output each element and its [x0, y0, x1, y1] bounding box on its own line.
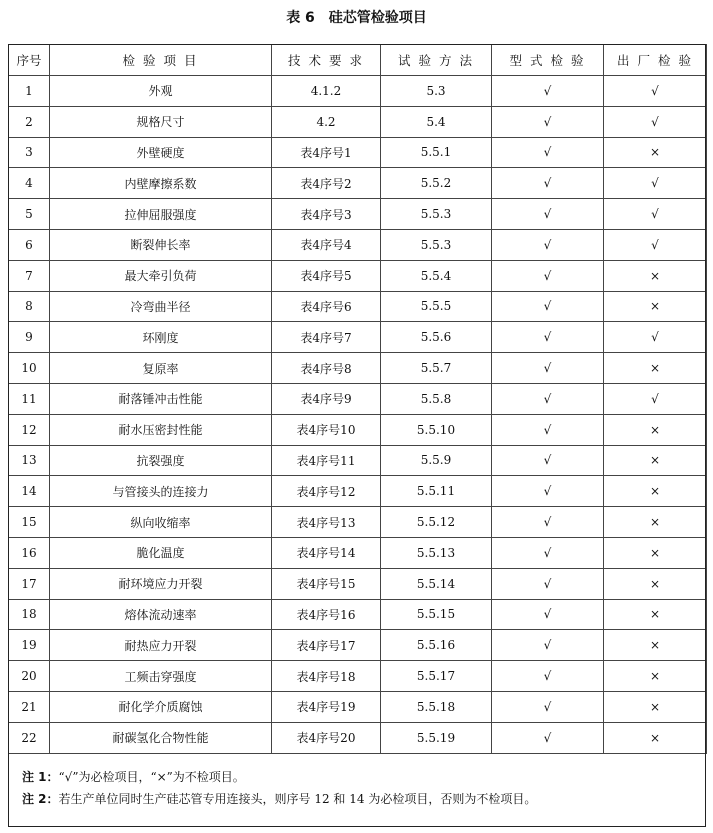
cell-method: 5.5.9: [381, 445, 492, 476]
cell-item: 断裂伸长率: [50, 229, 272, 260]
cell-item: 耐化学介质腐蚀: [50, 691, 272, 722]
cell-item: 规格尺寸: [50, 106, 272, 137]
cell-method: 5.5.10: [381, 414, 492, 445]
cell-seq: 11: [9, 383, 50, 414]
cell-seq: 3: [9, 137, 50, 168]
cell-requirement: 表4序号8: [272, 353, 381, 384]
cell-type-test: √: [492, 353, 604, 384]
cell-method: 5.5.4: [381, 260, 492, 291]
cell-method: 5.5.2: [381, 168, 492, 199]
cell-seq: 17: [9, 568, 50, 599]
cell-seq: 13: [9, 445, 50, 476]
cell-factory-test: ×: [604, 414, 707, 445]
cell-seq: 4: [9, 168, 50, 199]
cell-seq: 14: [9, 476, 50, 507]
cell-requirement: 表4序号16: [272, 599, 381, 630]
cell-item: 最大牵引负荷: [50, 260, 272, 291]
cell-seq: 5: [9, 199, 50, 230]
header-seq: 序号: [9, 45, 50, 76]
header-method: 试 验 方 法: [381, 45, 492, 76]
cell-seq: 7: [9, 260, 50, 291]
cell-seq: 15: [9, 507, 50, 538]
cell-type-test: √: [492, 137, 604, 168]
cell-method: 5.5.6: [381, 322, 492, 353]
cell-factory-test: ×: [604, 476, 707, 507]
cell-requirement: 表4序号2: [272, 168, 381, 199]
note-1-text: “√”为必检项目，“×”为不检项目。: [58, 770, 245, 784]
header-factory-test: 出 厂 检 验: [604, 45, 707, 76]
cell-type-test: √: [492, 322, 604, 353]
cell-item: 脆化温度: [50, 537, 272, 568]
cell-requirement: 表4序号15: [272, 568, 381, 599]
cell-type-test: √: [492, 229, 604, 260]
cell-seq: 16: [9, 537, 50, 568]
cell-item: 耐热应力开裂: [50, 630, 272, 661]
cell-requirement: 表4序号1: [272, 137, 381, 168]
cell-method: 5.5.15: [381, 599, 492, 630]
cell-type-test: √: [492, 661, 604, 692]
cell-type-test: √: [492, 199, 604, 230]
cell-requirement: 表4序号20: [272, 722, 381, 753]
cell-requirement: 表4序号7: [272, 322, 381, 353]
cell-seq: 9: [9, 322, 50, 353]
cell-method: 5.5.3: [381, 199, 492, 230]
cell-factory-test: ×: [604, 568, 707, 599]
cell-seq: 8: [9, 291, 50, 322]
cell-requirement: 表4序号12: [272, 476, 381, 507]
cell-method: 5.5.18: [381, 691, 492, 722]
cell-method: 5.3: [381, 76, 492, 107]
cell-seq: 20: [9, 661, 50, 692]
cell-factory-test: ×: [604, 691, 707, 722]
cell-requirement: 4.2: [272, 106, 381, 137]
cell-item: 与管接头的连接力: [50, 476, 272, 507]
cell-requirement: 表4序号18: [272, 661, 381, 692]
cell-factory-test: ×: [604, 260, 707, 291]
cell-factory-test: ×: [604, 291, 707, 322]
cell-method: 5.5.7: [381, 353, 492, 384]
cell-method: 5.5.12: [381, 507, 492, 538]
cell-method: 5.5.1: [381, 137, 492, 168]
cell-requirement: 表4序号6: [272, 291, 381, 322]
cell-seq: 19: [9, 630, 50, 661]
cell-type-test: √: [492, 476, 604, 507]
cell-type-test: √: [492, 507, 604, 538]
cell-requirement: 表4序号5: [272, 260, 381, 291]
cell-item: 复原率: [50, 353, 272, 384]
cell-factory-test: √: [604, 106, 707, 137]
cell-item: 拉伸屈服强度: [50, 199, 272, 230]
cell-type-test: √: [492, 168, 604, 199]
table-outer-frame: [8, 44, 706, 827]
cell-method: 5.5.19: [381, 722, 492, 753]
cell-seq: 2: [9, 106, 50, 137]
note-1-label: 注 1：: [22, 770, 59, 784]
cell-seq: 1: [9, 76, 50, 107]
cell-factory-test: ×: [604, 445, 707, 476]
note-2-label: 注 2：: [22, 792, 59, 806]
cell-item: 耐落锤冲击性能: [50, 383, 272, 414]
cell-type-test: √: [492, 445, 604, 476]
cell-factory-test: ×: [604, 722, 707, 753]
cell-method: 5.5.14: [381, 568, 492, 599]
cell-item: 工频击穿强度: [50, 661, 272, 692]
cell-factory-test: ×: [604, 630, 707, 661]
table-title: 表 6 硅芯管检验项目: [286, 10, 427, 26]
cell-factory-test: ×: [604, 599, 707, 630]
cell-type-test: √: [492, 106, 604, 137]
cell-type-test: √: [492, 537, 604, 568]
cell-seq: 22: [9, 722, 50, 753]
cell-requirement: 表4序号9: [272, 383, 381, 414]
cell-method: 5.5.11: [381, 476, 492, 507]
cell-type-test: √: [492, 291, 604, 322]
header-item: 检 验 项 目: [50, 45, 272, 76]
cell-factory-test: √: [604, 383, 707, 414]
cell-type-test: √: [492, 260, 604, 291]
cell-item: 环刚度: [50, 322, 272, 353]
cell-type-test: √: [492, 599, 604, 630]
cell-requirement: 表4序号13: [272, 507, 381, 538]
header-requirement: 技 术 要 求: [272, 45, 381, 76]
cell-type-test: √: [492, 630, 604, 661]
cell-item: 外壁硬度: [50, 137, 272, 168]
cell-requirement: 表4序号17: [272, 630, 381, 661]
cell-factory-test: √: [604, 199, 707, 230]
cell-item: 耐碳氢化合物性能: [50, 722, 272, 753]
cell-item: 外观: [50, 76, 272, 107]
cell-method: 5.5.3: [381, 229, 492, 260]
cell-seq: 21: [9, 691, 50, 722]
cell-method: 5.4: [381, 106, 492, 137]
cell-item: 内壁摩擦系数: [50, 168, 272, 199]
cell-requirement: 表4序号14: [272, 537, 381, 568]
cell-item: 冷弯曲半径: [50, 291, 272, 322]
cell-seq: 12: [9, 414, 50, 445]
cell-requirement: 4.1.2: [272, 76, 381, 107]
cell-type-test: √: [492, 722, 604, 753]
cell-factory-test: √: [604, 229, 707, 260]
cell-type-test: √: [492, 414, 604, 445]
cell-factory-test: √: [604, 76, 707, 107]
cell-requirement: 表4序号11: [272, 445, 381, 476]
cell-method: 5.5.8: [381, 383, 492, 414]
cell-requirement: 表4序号4: [272, 229, 381, 260]
cell-seq: 18: [9, 599, 50, 630]
cell-factory-test: ×: [604, 537, 707, 568]
cell-type-test: √: [492, 691, 604, 722]
cell-factory-test: ×: [604, 137, 707, 168]
cell-factory-test: ×: [604, 507, 707, 538]
cell-factory-test: √: [604, 168, 707, 199]
cell-item: 耐水压密封性能: [50, 414, 272, 445]
cell-type-test: √: [492, 76, 604, 107]
cell-type-test: √: [492, 383, 604, 414]
cell-method: 5.5.5: [381, 291, 492, 322]
cell-item: 纵向收缩率: [50, 507, 272, 538]
cell-seq: 6: [9, 229, 50, 260]
cell-item: 熔体流动速率: [50, 599, 272, 630]
cell-item: 抗裂强度: [50, 445, 272, 476]
cell-type-test: √: [492, 568, 604, 599]
cell-seq: 10: [9, 353, 50, 384]
cell-factory-test: √: [604, 322, 707, 353]
cell-method: 5.5.17: [381, 661, 492, 692]
cell-requirement: 表4序号19: [272, 691, 381, 722]
cell-method: 5.5.13: [381, 537, 492, 568]
cell-requirement: 表4序号10: [272, 414, 381, 445]
note-2-text: 若生产单位同时生产硅芯管专用连接头，则序号 12 和 14 为必检项目，否则为不检项目。: [58, 792, 537, 806]
cell-factory-test: ×: [604, 661, 707, 692]
cell-requirement: 表4序号3: [272, 199, 381, 230]
cell-item: 耐环境应力开裂: [50, 568, 272, 599]
cell-factory-test: ×: [604, 353, 707, 384]
cell-method: 5.5.16: [381, 630, 492, 661]
header-type-test: 型 式 检 验: [492, 45, 604, 76]
